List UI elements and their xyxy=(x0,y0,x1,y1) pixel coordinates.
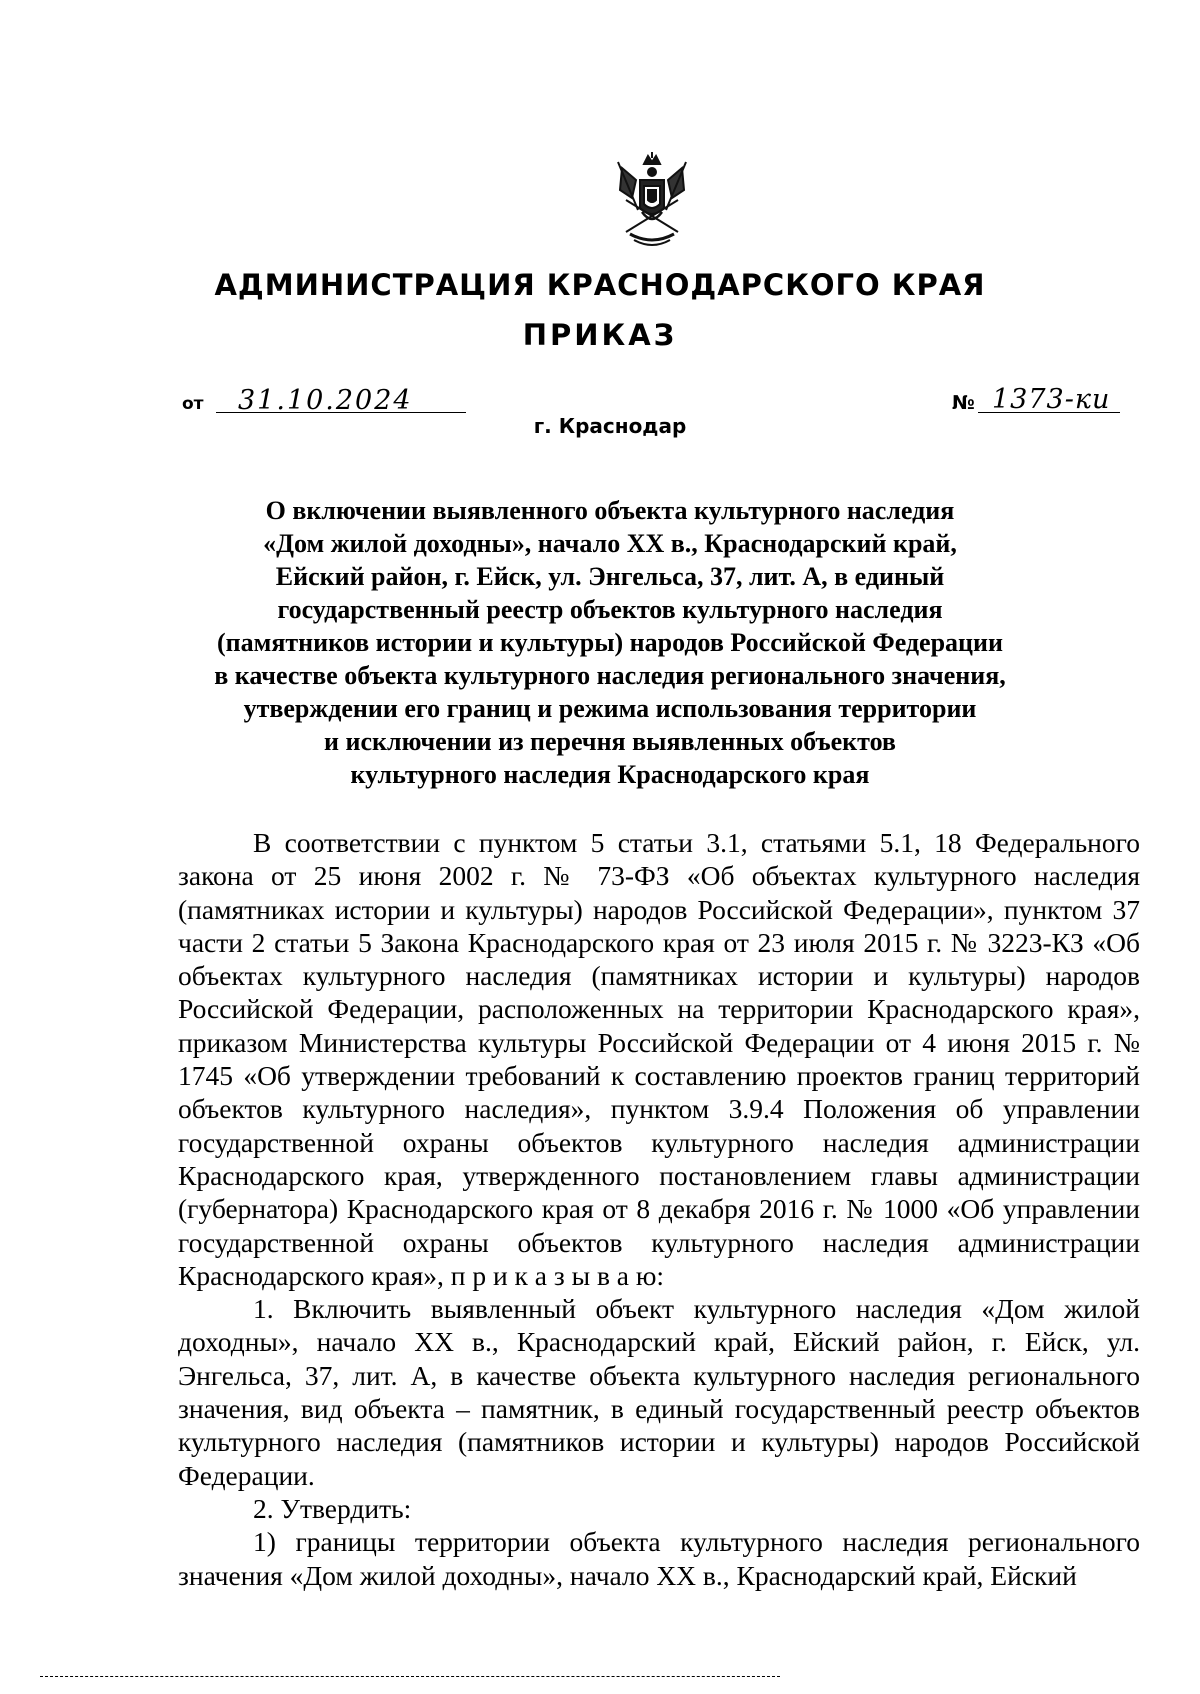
document-type-title: ПРИКАЗ xyxy=(522,318,678,352)
body-paragraph: 1. Включить выявленный объект культурного наследия «Дом жилой доходны», начало XX в., Краснодарский край, Ейский район, г. Ейск, ул. Энгельса, 37, лит. А, в качестве объекта культурного наследия регионального значения, вид объекта – памятник, в единый государственный реестр объектов культурного наследия (памятников истории и культуры) народов Российской Федерации. xyxy=(178,1293,1140,1491)
subject-line: государственный реестр объектов культурного наследия xyxy=(277,595,943,624)
document-city: г. Краснодар xyxy=(533,414,687,438)
organization-title: АДМИНИСТРАЦИЯ КРАСНОДАРСКОГО КРАЯ xyxy=(214,268,986,302)
body-paragraph: 2. Утвердить: xyxy=(253,1492,412,1524)
subject-line: (памятников истории и культуры) народов Российской Федерации xyxy=(217,628,1003,657)
body-paragraph: В соответствии с пунктом 5 статьи 3.1, статьями 5.1, 18 Федерального закона от 25 июня 2002 г. № 73-ФЗ «Об объектах культурного наследия (памятниках истории и культуры) народов Российской Федерации», пунктом 37 части 2 статьи 5 Закона Краснодарского края от 23 июля 2015 г. № 3223-КЗ «Об объектах культурного наследия (памятниках истории и культуры) народов Российской Федерации, расположенных на территории Краснодарского края», приказом Министерства культуры Российской Федерации от 4 июня 2015 г. № 1745 «Об утверждении требований к составлению проектов границ территорий объектов культурного наследия», пунктом 3.9.4 Положения об управлении государственной охраны объектов культурного наследия администрации Краснодарского края, утвержденного постановлением главы администрации (губернатора) Краснодарского края от 8 декабря 2016 г. № 1000 «Об управлении государственной охраны объектов культурного наследия администрации Краснодарского края», п р и к а з ы в а ю: xyxy=(178,827,1140,1291)
date-prefix-label: от xyxy=(182,394,204,414)
subject-line: утверждении его границ и режима использования территории xyxy=(243,694,977,723)
subject-line: культурного наследия Краснодарского края xyxy=(350,760,870,789)
document-date: 31.10.2024 xyxy=(238,385,413,416)
document-subject xyxy=(170,494,1050,791)
subject-line: О включении выявленного объекта культурного наследия xyxy=(265,496,955,525)
coat-of-arms-icon xyxy=(612,150,692,250)
document-number: 1373-ки xyxy=(992,384,1111,415)
footer-divider xyxy=(40,1676,780,1677)
subject-line: «Дом жилой доходны», начало XX в., Краснодарский край, xyxy=(263,529,957,558)
body-paragraph: 1) границы территории объекта культурного наследия регионального значения «Дом жилой доходны», начало XX в., Краснодарский край, Ейский xyxy=(178,1526,1140,1591)
document-body xyxy=(178,826,1140,1592)
subject-line: и исключении из перечня выявленных объектов xyxy=(324,727,896,756)
subject-line: в качестве объекта культурного наследия регионального значения, xyxy=(214,661,1006,690)
number-prefix-label: № xyxy=(952,392,975,414)
subject-line: Ейский район, г. Ейск, ул. Энгельса, 37, лит. А, в единый xyxy=(275,562,945,591)
